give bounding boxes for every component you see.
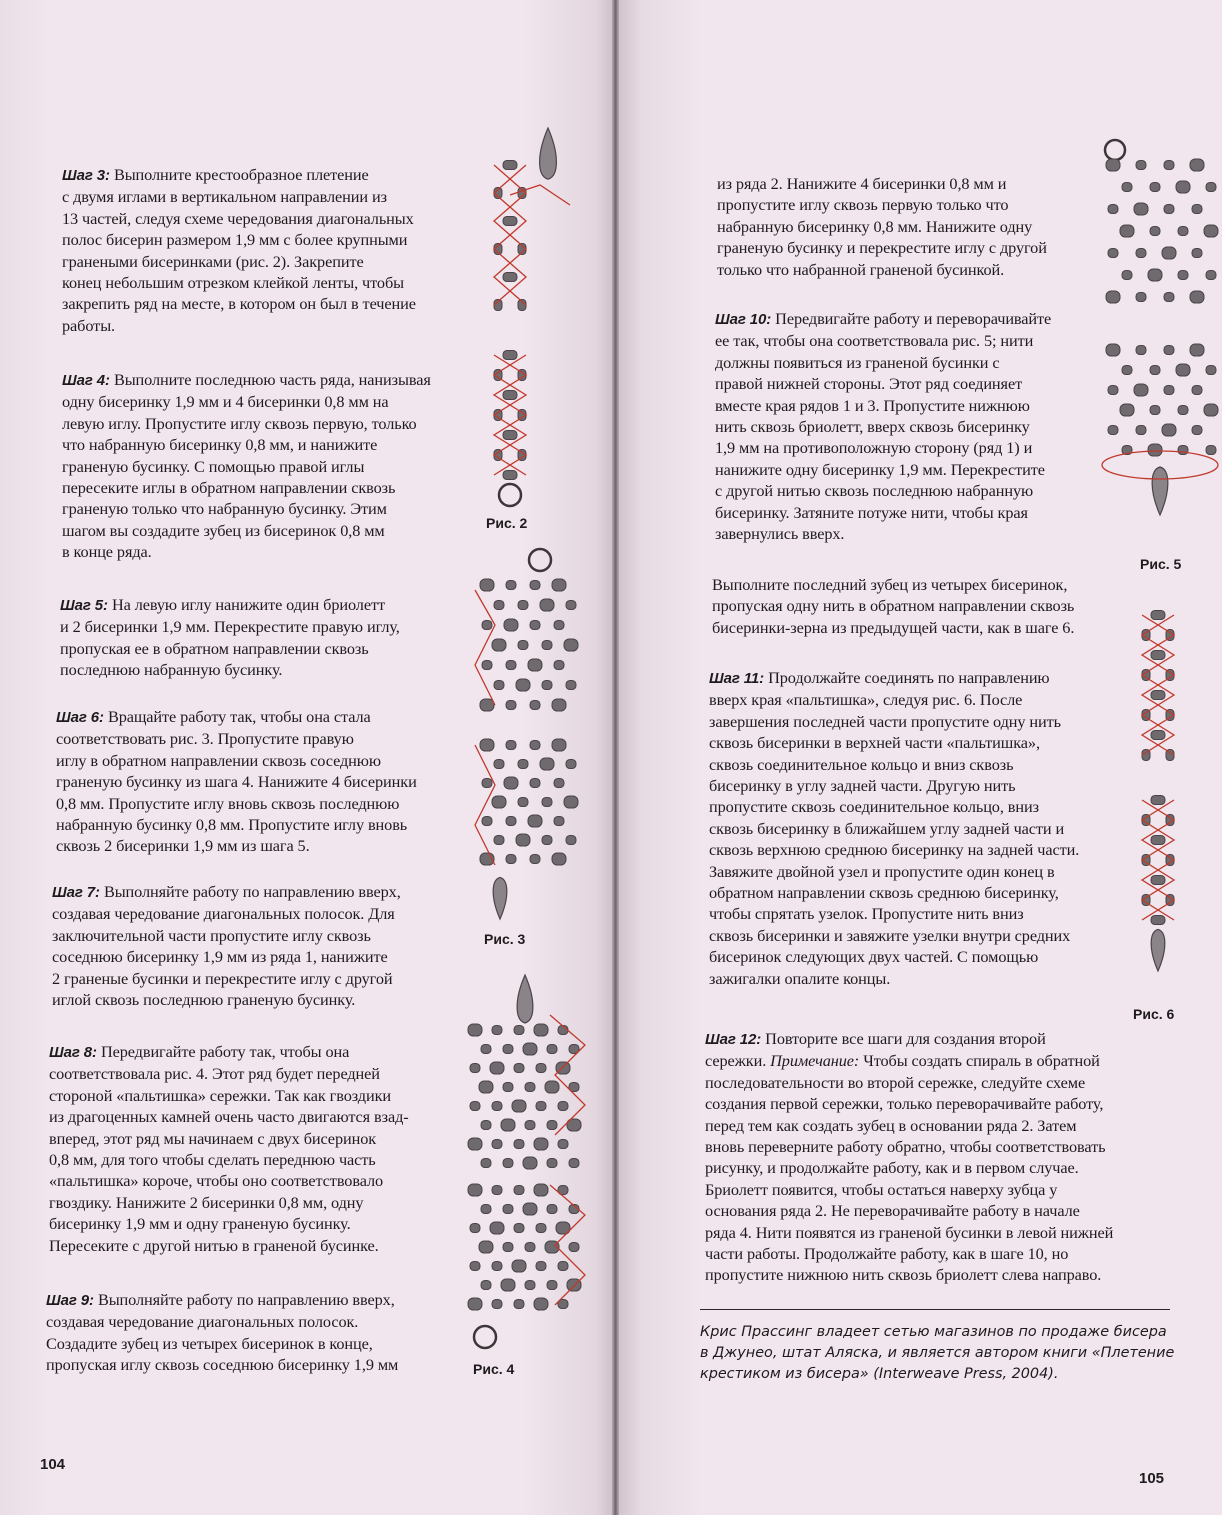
bead xyxy=(1151,731,1165,740)
bead xyxy=(492,1186,502,1195)
jump-ring xyxy=(474,1326,496,1348)
bead xyxy=(1190,291,1204,303)
step-10: Шаг 10: Передвигайте работу и переворачивайте ее так, чтобы она соответствовала рис. 5; нити должны появиться из граненой бусинки с правой нижней стороны. Этот ряд соединяет вместе края рядов 1 и 3. Пропустите нижнюю нить сквозь бриолетт, вверх сквозь бисеринку 1,9 мм на противоположную сторону (ряд 1) и нанижите одну бисеринку 1,9 мм. Перекрестите с другой нитью сквозь последнюю набранную бисеринку. Затяните потуже нити, чтобы края завернулись вверх. xyxy=(715,309,1052,544)
bead xyxy=(1162,247,1176,259)
bead xyxy=(1162,424,1176,436)
bead xyxy=(1108,386,1118,395)
figure-2-caption: Рис. 2 xyxy=(486,515,528,531)
figure-5-beadwork-diagram xyxy=(1095,135,1220,525)
bead xyxy=(528,815,542,827)
bead xyxy=(1122,271,1132,280)
bead xyxy=(1150,227,1160,236)
bead xyxy=(540,599,554,611)
bead xyxy=(470,1224,480,1233)
bead xyxy=(503,1083,513,1092)
bead xyxy=(1164,293,1174,302)
bead xyxy=(525,1121,535,1130)
bead xyxy=(468,1184,482,1196)
bead xyxy=(523,1157,537,1169)
bead xyxy=(1164,346,1174,355)
bead xyxy=(503,1045,513,1054)
bead xyxy=(503,273,517,282)
bead xyxy=(1134,203,1148,215)
bead xyxy=(514,1140,524,1149)
note-label: Примечание: xyxy=(770,1051,860,1071)
bead xyxy=(1151,651,1165,660)
bead xyxy=(480,739,494,751)
bead xyxy=(530,779,540,788)
bead xyxy=(530,701,540,710)
bead xyxy=(516,834,530,846)
bead xyxy=(503,431,517,440)
page-number-right: 105 xyxy=(1139,1470,1165,1487)
bead xyxy=(554,661,564,670)
bead xyxy=(530,855,540,864)
bead xyxy=(1150,366,1160,375)
bead xyxy=(547,1045,557,1054)
bead xyxy=(564,796,578,808)
bead xyxy=(503,471,517,480)
step-3: Шаг 3: Выполните крестообразное плетение с двумя иглами в вертикальном направлении из 13 частей, следуя схеме чередования диагональных полос бисерин размером 1,9 мм с более крупными гранеными бисеринками (рис. 2). Закрепите конец небольшим отрезком клейкой ленты, чтобы закрепить ряд на месте, в котором он был в течение работы. xyxy=(62,165,416,335)
bead xyxy=(530,581,540,590)
bead xyxy=(1151,836,1165,845)
bead xyxy=(1150,183,1160,192)
bead xyxy=(503,217,517,226)
bead xyxy=(525,1243,535,1252)
bead xyxy=(1178,271,1188,280)
bead xyxy=(506,817,516,826)
bead xyxy=(518,760,528,769)
bead xyxy=(468,1138,482,1150)
bead xyxy=(503,351,517,360)
briolette xyxy=(493,877,507,919)
bead xyxy=(1151,916,1165,925)
jump-ring xyxy=(499,484,521,506)
bead xyxy=(523,1043,537,1055)
bead xyxy=(1192,249,1202,258)
bead xyxy=(503,1159,513,1168)
final-tooth-paragraph: Выполните последний зубец из четырех бисеринок, пропуская одну нить в обратном направлении сквозь бисеринки-зерна из предыдущей части, как в шаге 6. xyxy=(712,575,1075,637)
bead xyxy=(503,1205,513,1214)
bead xyxy=(536,1064,546,1073)
bead xyxy=(1192,386,1202,395)
step-6: Шаг 6: Вращайте работу так, чтобы она стала соответствовать рис. 3. Пропустите правую иглу в обратном направлении сквозь соседнюю граненую бусинку из шага 4. Нанижите 4 бисеринки 0,8 мм. Пропустите иглу вновь сквозь последнюю набранную бусинку 0,8 мм. Пропустите иглу вновь сквозь 2 бисеринки 1,9 мм из шага 5. xyxy=(56,707,417,856)
bead xyxy=(514,1026,524,1035)
bead xyxy=(547,1121,557,1130)
bead xyxy=(1148,269,1162,281)
bead xyxy=(492,1262,502,1271)
bead xyxy=(1206,271,1216,280)
bead xyxy=(481,1159,491,1168)
bead xyxy=(514,1064,524,1073)
bead xyxy=(569,1159,579,1168)
bead xyxy=(470,1102,480,1111)
bead xyxy=(482,621,492,630)
bead xyxy=(536,1102,546,1111)
bead xyxy=(542,641,552,650)
bead xyxy=(503,1243,513,1252)
bead xyxy=(492,1300,502,1309)
bead xyxy=(506,661,516,670)
bead xyxy=(1192,205,1202,214)
bead xyxy=(558,1102,568,1111)
bead xyxy=(552,853,566,865)
thread-path xyxy=(494,165,526,305)
bead xyxy=(479,1081,493,1093)
bead xyxy=(552,699,566,711)
bead xyxy=(1106,344,1120,356)
bead xyxy=(1108,205,1118,214)
bead xyxy=(536,1262,546,1271)
step-11: Шаг 11: Продолжайте соединять по направлению вверх края «пальтишка», следуя рис. 6. После завершения последней части пропустите одну нить сквозь бисеринки в верхней части «пальтишка», сквозь соединительное кольцо и вниз сквозь бисеринку в углу задней части. Другую нить пропустите сквозь соединительное кольцо, вниз сквозь бисеринку в ближайшем углу задней части и сквозь верхнюю среднюю бисеринку на задней части. Завяжите двойной узел и пропустите один конец в обратном направлении сквозь среднюю бисеринку, чтобы спрятать узелок. Пропустите нить вниз сквозь бисеринки и завяжите узелки внутри средних бисеринок следующих двух частей. С помощью зажигалки опалите концы. xyxy=(709,668,1080,988)
bead xyxy=(1190,344,1204,356)
bead xyxy=(566,681,576,690)
briolette xyxy=(1151,929,1165,971)
bead xyxy=(1151,691,1165,700)
bead xyxy=(492,1102,502,1111)
bead xyxy=(534,1298,548,1310)
bead xyxy=(512,1260,526,1272)
bead xyxy=(1106,291,1120,303)
bead xyxy=(545,1081,559,1093)
briolette xyxy=(517,975,533,1023)
bead xyxy=(480,699,494,711)
bead xyxy=(501,1279,515,1291)
bead xyxy=(1204,404,1218,416)
bio-divider xyxy=(700,1309,1170,1310)
figure-3-beadwork-diagram xyxy=(465,545,585,925)
bead xyxy=(552,579,566,591)
bead xyxy=(482,817,492,826)
book-gutter xyxy=(612,0,619,1515)
bead xyxy=(514,1300,524,1309)
bead xyxy=(494,836,504,845)
bead xyxy=(518,601,528,610)
bead xyxy=(566,836,576,845)
bead xyxy=(1164,386,1174,395)
bead xyxy=(518,641,528,650)
bead xyxy=(523,1203,537,1215)
bead xyxy=(468,1024,482,1036)
bead xyxy=(528,659,542,671)
bead xyxy=(1190,159,1204,171)
bead xyxy=(494,681,504,690)
briolette xyxy=(1152,467,1168,515)
bead xyxy=(1122,366,1132,375)
bead xyxy=(481,1045,491,1054)
bead xyxy=(536,1224,546,1233)
bead xyxy=(503,161,517,170)
bead xyxy=(566,601,576,610)
bead xyxy=(1164,205,1174,214)
bead xyxy=(547,1205,557,1214)
bead xyxy=(481,1281,491,1290)
bead xyxy=(503,391,517,400)
bead xyxy=(512,1100,526,1112)
bead xyxy=(534,1184,548,1196)
bead xyxy=(482,779,492,788)
bead xyxy=(1178,406,1188,415)
bead xyxy=(1136,293,1146,302)
bead xyxy=(504,619,518,631)
bead xyxy=(501,1119,515,1131)
figure-6-caption: Рис. 6 xyxy=(1133,1006,1175,1022)
bead xyxy=(1108,249,1118,258)
bead xyxy=(1164,161,1174,170)
bead xyxy=(1151,611,1165,620)
figure-4-caption: Рис. 4 xyxy=(473,1361,515,1377)
bead xyxy=(540,758,554,770)
bead xyxy=(1151,876,1165,885)
bead xyxy=(552,739,566,751)
bead xyxy=(470,1262,480,1271)
bead xyxy=(1120,404,1134,416)
figure-3-caption: Рис. 3 xyxy=(484,931,526,947)
bead xyxy=(534,1024,548,1036)
jump-ring xyxy=(529,549,551,571)
bead xyxy=(506,701,516,710)
briolette xyxy=(540,128,557,179)
bead xyxy=(481,1205,491,1214)
bead xyxy=(558,1140,568,1149)
bead xyxy=(1134,384,1148,396)
bead xyxy=(506,741,516,750)
bead xyxy=(1206,446,1216,455)
bead xyxy=(492,796,506,808)
bead xyxy=(1136,249,1146,258)
bead xyxy=(506,855,516,864)
figure-5-caption: Рис. 5 xyxy=(1140,556,1182,572)
bead xyxy=(1106,159,1120,171)
figure-4-beadwork-diagram xyxy=(455,975,605,1355)
bead xyxy=(1178,227,1188,236)
bead xyxy=(516,679,530,691)
bead xyxy=(1108,426,1118,435)
bead xyxy=(1176,364,1190,376)
bead xyxy=(468,1298,482,1310)
bead xyxy=(490,1222,504,1234)
bead xyxy=(547,1281,557,1290)
bead xyxy=(518,798,528,807)
bead xyxy=(480,579,494,591)
step-5: Шаг 5: На левую иглу нанижите один бриолетт и 2 бисеринки 1,9 мм. Перекрестите правую иглу, пропуская ее в обратном направлении сквозь последнюю набранную бусинку. xyxy=(60,595,400,680)
bead xyxy=(479,1241,493,1253)
step-label: Шаг 3: xyxy=(62,167,110,184)
page-number-left: 104 xyxy=(40,1456,66,1473)
bead xyxy=(569,1243,579,1252)
bead xyxy=(1120,225,1134,237)
bead xyxy=(530,741,540,750)
step-4: Шаг 4: Выполните последнюю часть ряда, нанизывая одну бисеринку 1,9 мм и 4 бисеринки 0,8 мм на левую иглу. Пропустите иглу сквозь первую, только что набранную бисеринку 0,8 мм, и нанижите граненую бусинку. С помощью правой иглы пересеките иглы в обратном направлении сквозь граненую только что набранную бусинку. Этим шагом вы создадите зубец из бисеринок 0,8 мм в конце ряда. xyxy=(62,370,431,562)
bead xyxy=(1136,346,1146,355)
bead xyxy=(564,639,578,651)
step-8: Шаг 8: Передвигайте работу так, чтобы она соответствовала рис. 4. Этот ряд будет передней стороной «пальтишка» сережки. Так как гвоздики из драгоценных камней очень часто двигаются взад- вперед, этот ряд мы начинаем с двух бисеринок 0,8 мм, для того чтобы сделать переднюю часть «пальтишка» короче, чтобы оно соответствовало гвоздику. Нанижите 2 бисеринки 0,8 мм, одну бисеринку 1,9 мм и одну граненую бусинку. Пересеките с другой нитью в граненой бусинке. xyxy=(49,1042,409,1255)
bead xyxy=(525,1281,535,1290)
bead xyxy=(542,681,552,690)
bead xyxy=(554,817,564,826)
bead xyxy=(525,1083,535,1092)
step-9: Шаг 9: Выполняйте работу по направлению вверх, создавая чередование диагональных полосок. Создадите зубец из четырех бисеринок в конце, пропуская иглу сквозь соседнюю бисеринку 1,9 мм xyxy=(46,1290,399,1375)
bead xyxy=(1136,426,1146,435)
bead xyxy=(558,1262,568,1271)
step-7: Шаг 7: Выполняйте работу по направлению вверх, создавая чередование диагональных полосок. Для заключительной части пропустите иглу сквозь соседнюю бисеринку 1,9 мм из ряда 1, нанижите 2 граненые бусинки и перекрестите иглу с другой иглой сквозь последнюю граненую бусинку. xyxy=(52,882,401,1010)
bead xyxy=(547,1159,557,1168)
bead xyxy=(1148,444,1162,456)
bead xyxy=(1150,406,1160,415)
bead xyxy=(494,601,504,610)
bead xyxy=(542,798,552,807)
bead xyxy=(514,1224,524,1233)
bead xyxy=(1151,796,1165,805)
bead xyxy=(1136,161,1146,170)
bead xyxy=(1206,366,1216,375)
bead xyxy=(554,779,564,788)
step-12: Шаг 12: Повторите все шаги для создания второй сережки. Примечание: Чтобы создать спираль в обратной последовательности во второй сережке, следуйте схеме создания первой сережки, только переворачивайте работу, перед тем как создать зубец в основании ряда 2. Затем вновь переверните работу обратно, чтобы соответствовать рисунку, и продолжайте работу, как и в первом случае. Бриолетт появится, чтобы остаться наверху зубца у основания ряда 2. Не переворачивайте работу в начале ряда 4. Нити появятся из граненой бусинки в левой нижней части работы. Продолжайте работу, как в шаге 10, но пропустите нижнюю нить сквозь бриолетт слева направо. xyxy=(705,1029,1114,1285)
bead xyxy=(530,621,540,630)
bead xyxy=(492,639,506,651)
bead xyxy=(566,760,576,769)
step-9-continuation: из ряда 2. Нанижите 4 бисеринки 0,8 мм и пропустите иглу сквозь первую только что набранную бисеринку 0,8 мм. Нанижите одну граненую бусинку и перекрестите иглу с другой только что набранной граненой бусинкой. xyxy=(717,174,1047,279)
bead xyxy=(534,1138,548,1150)
jump-ring xyxy=(1105,140,1125,160)
bead xyxy=(1206,183,1216,192)
bead xyxy=(492,1026,502,1035)
bead xyxy=(514,1186,524,1195)
bead xyxy=(482,661,492,670)
bead xyxy=(490,1062,504,1074)
bead xyxy=(554,621,564,630)
bead xyxy=(542,836,552,845)
figure-6-beadwork-diagram xyxy=(1128,600,1198,985)
bead xyxy=(470,1064,480,1073)
bead xyxy=(494,760,504,769)
bead xyxy=(1192,426,1202,435)
bead xyxy=(1122,183,1132,192)
figure-2-beadwork-diagram xyxy=(470,125,580,515)
bead xyxy=(504,777,518,789)
author-bio: Крис Прассинг владеет сетью магазинов по продаже бисера в Джунео, штат Аляска, и является автором книги «Плетение крестиком из бисера» (Interweave Press, 2004). xyxy=(700,1324,1175,1382)
bead xyxy=(506,581,516,590)
bead xyxy=(1204,225,1218,237)
bead xyxy=(492,1140,502,1149)
bead xyxy=(481,1121,491,1130)
bead xyxy=(1176,181,1190,193)
